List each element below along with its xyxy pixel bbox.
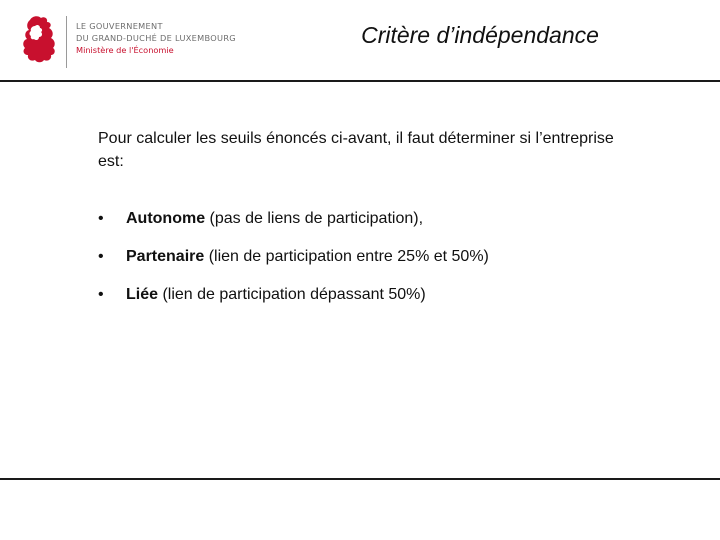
bullet-icon: •	[98, 248, 104, 265]
list-item-autonome	[98, 208, 489, 230]
footer-rule	[0, 478, 720, 480]
government-logo	[20, 14, 250, 72]
bullet-icon: •	[98, 210, 104, 227]
slide-title: Critère d’indépendance	[361, 22, 599, 48]
lion-icon	[20, 14, 58, 64]
bullet-icon: •	[98, 286, 104, 303]
intro-text: Pour calculer les seuils énoncés ci-avant, il faut déterminer si l’entreprise est:	[98, 130, 614, 170]
logo-divider	[66, 16, 67, 68]
header-rule	[0, 80, 720, 82]
list-item-liee	[98, 284, 489, 306]
list-item-partenaire	[98, 246, 489, 268]
term-autonome: Autonome	[126, 210, 206, 227]
logo-line-grand-duchy: DU GRAND-DUCHÉ DE LUXEMBOURG	[76, 33, 236, 43]
logo-text	[76, 20, 236, 56]
logo-line-ministry: Ministère de l'Économie	[76, 45, 174, 55]
detail-autonome: (pas de liens de participation),	[205, 210, 424, 227]
detail-liee: (lien de participation dépassant 50%)	[158, 286, 426, 303]
term-partenaire: Partenaire	[126, 248, 205, 265]
logo-line-government: LE GOUVERNEMENT	[76, 21, 163, 31]
term-liee: Liée	[126, 286, 159, 303]
detail-partenaire: (lien de participation entre 25% et 50%)	[204, 248, 489, 265]
criteria-list	[98, 208, 489, 322]
